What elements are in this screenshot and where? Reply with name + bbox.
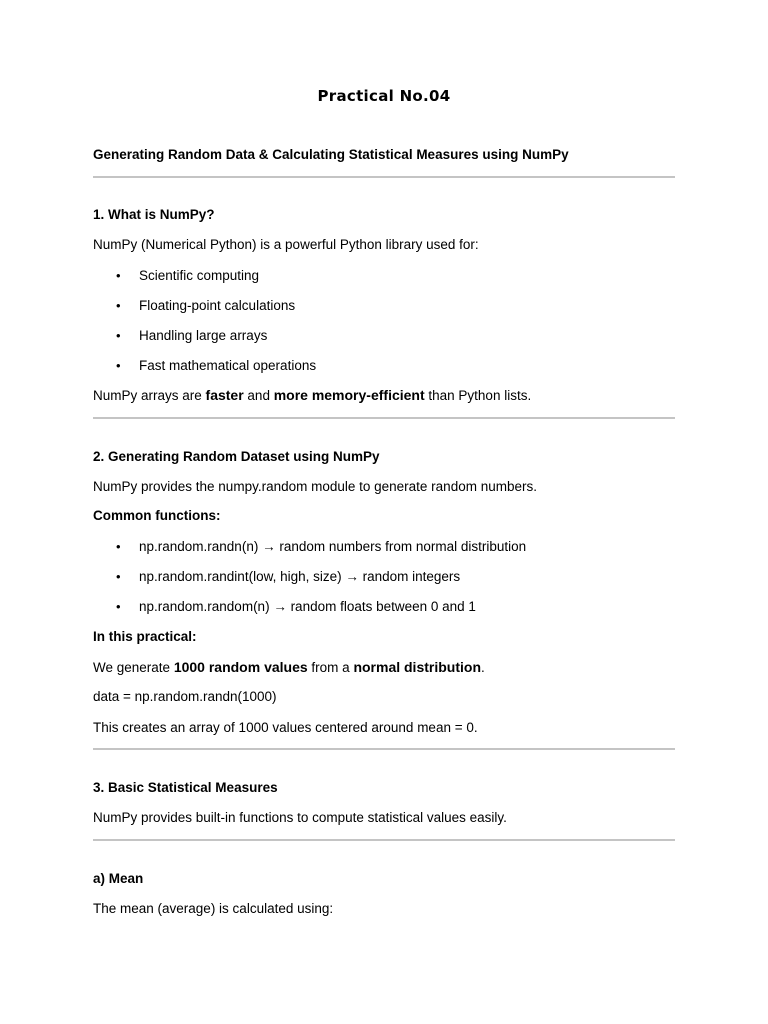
bullet-icon: • bbox=[116, 358, 121, 373]
section-1-intro: NumPy (Numerical Python) is a powerful Python library used for: bbox=[93, 237, 479, 252]
bullet-icon: • bbox=[116, 298, 121, 313]
divider bbox=[93, 417, 675, 419]
section-1-closing bbox=[93, 386, 531, 405]
bold-text: more memory-efficient bbox=[273, 387, 425, 403]
list-item-text: Fast mathematical operations bbox=[139, 358, 317, 373]
list-item-text: Floating-point calculations bbox=[139, 298, 296, 313]
bullet-icon: • bbox=[116, 328, 121, 343]
bold-text: normal distribution bbox=[353, 659, 481, 675]
section-2-intro: NumPy provides the numpy.random module to generate random numbers. bbox=[93, 479, 537, 494]
divider bbox=[93, 176, 675, 178]
list-item-text: np.random.randint(low, high, size) → random integers bbox=[139, 569, 461, 584]
document-subtitle: Generating Random Data & Calculating Statistical Measures using NumPy bbox=[93, 147, 569, 162]
code-line: data = np.random.randn(1000) bbox=[93, 689, 277, 704]
list-item-text: Scientific computing bbox=[139, 268, 260, 283]
list-item-text: Handling large arrays bbox=[139, 328, 268, 343]
text-run: and bbox=[243, 388, 274, 403]
bullet-icon: • bbox=[116, 569, 121, 584]
bold-text: faster bbox=[205, 387, 244, 403]
divider bbox=[93, 748, 675, 750]
text-run: NumPy arrays are bbox=[93, 388, 206, 403]
bullet-icon: • bbox=[116, 599, 121, 614]
mean-heading: a) Mean bbox=[93, 871, 144, 886]
divider bbox=[93, 839, 675, 841]
bold-text: 1000 random values bbox=[173, 659, 308, 675]
document-title: Practical No.04 bbox=[317, 87, 451, 105]
text-run: from a bbox=[307, 660, 354, 675]
section-2-explanation: This creates an array of 1000 values centered around mean = 0. bbox=[93, 720, 478, 735]
in-this-practical-heading: In this practical: bbox=[93, 629, 197, 644]
bullet-icon: • bbox=[116, 539, 121, 554]
text-run: . bbox=[481, 660, 485, 675]
list-item-text: np.random.randn(n) → random numbers from normal distribution bbox=[139, 539, 527, 554]
section-1-heading: 1. What is NumPy? bbox=[93, 207, 215, 222]
section-2-heading: 2. Generating Random Dataset using NumPy bbox=[93, 449, 380, 464]
text-run: We generate bbox=[93, 660, 174, 675]
section-3-heading: 3. Basic Statistical Measures bbox=[93, 780, 278, 795]
generate-sentence bbox=[93, 658, 485, 677]
common-functions-heading: Common functions: bbox=[93, 508, 221, 523]
mean-intro: The mean (average) is calculated using: bbox=[93, 901, 334, 916]
bullet-icon: • bbox=[116, 268, 121, 283]
list-item-text: np.random.random(n) → random floats between 0 and 1 bbox=[139, 599, 476, 614]
section-3-intro: NumPy provides built-in functions to compute statistical values easily. bbox=[93, 810, 507, 825]
text-run: than Python lists. bbox=[424, 388, 532, 403]
